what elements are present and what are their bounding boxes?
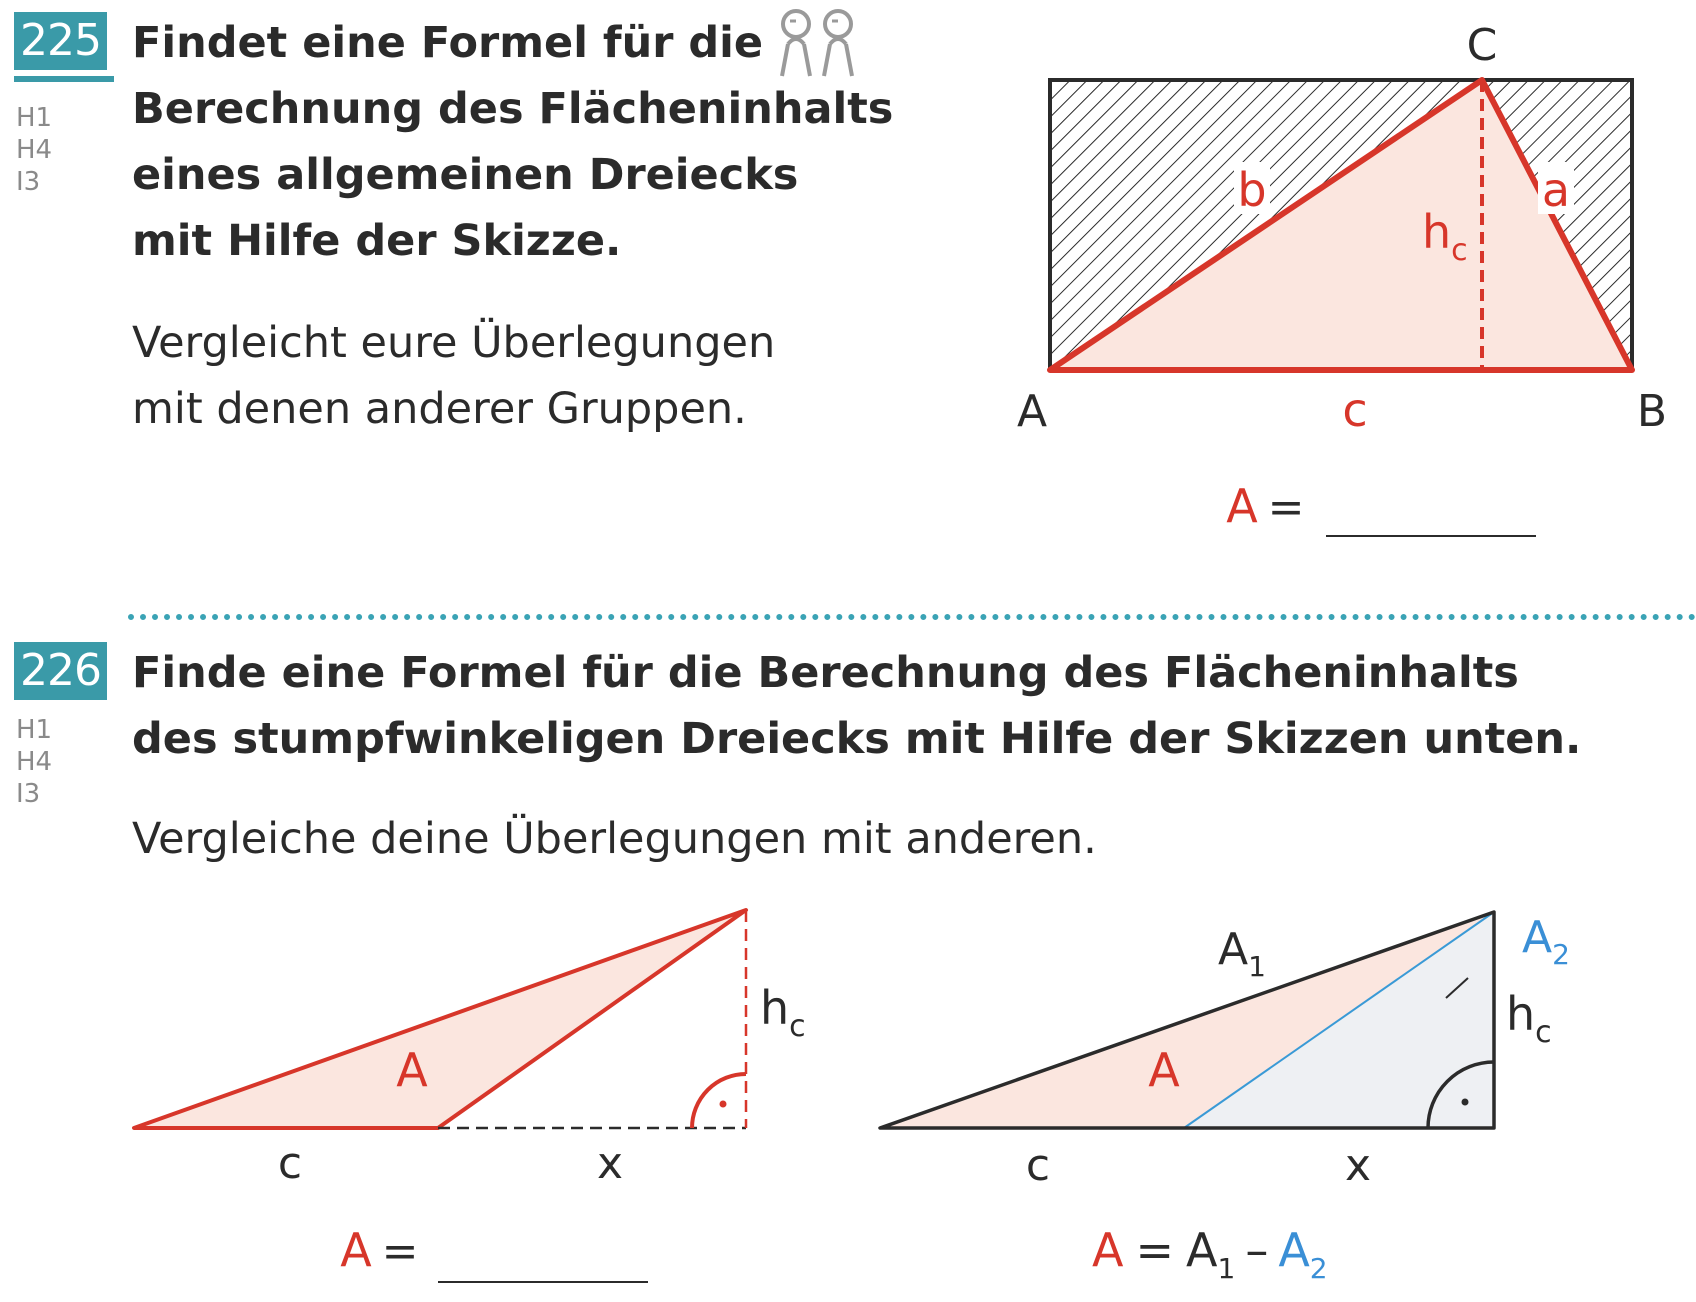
task-226-body (132, 806, 1097, 872)
height-label: $h_c$ (1506, 987, 1552, 1050)
ext-x-label: x (596, 1138, 624, 1189)
right-angle-dot (720, 1101, 727, 1108)
code-i3: I3 (16, 779, 41, 809)
vertex-c-label: C (1466, 20, 1498, 71)
side-c-label: c (1342, 383, 1368, 437)
side-b-label: b (1237, 163, 1267, 217)
heading-line: des stumpfwinkeligen Dreiecks mit Hilfe der Skizzen unten. (132, 714, 1582, 764)
task-226-number: 226 (14, 642, 107, 700)
code-h1: H1 (16, 715, 53, 745)
task-226-heading (132, 640, 1581, 772)
heading-line: Findet eine Formel für die (132, 18, 764, 68)
height-label: $h_c$ (760, 981, 806, 1044)
body-line: Vergleicht eure Überlegungen (132, 318, 776, 368)
right-angle-arc (692, 1074, 746, 1128)
two-people-icon (766, 4, 866, 84)
task-226-left-figure (120, 890, 840, 1302)
task-226-codes (16, 714, 52, 810)
body-line: mit denen anderer Gruppen. (132, 384, 747, 434)
height-label: $h_c$ (1422, 205, 1468, 268)
vertex-a-label: A (1016, 386, 1048, 437)
a2-label: $A_2$ (1522, 912, 1570, 971)
section-separator (128, 614, 1696, 620)
formula-eq: = (381, 1226, 419, 1277)
code-h4: H4 (16, 747, 53, 777)
area-label: A (1148, 1043, 1180, 1097)
side-a-label: a (1541, 163, 1571, 217)
ext-x-label: x (1344, 1140, 1372, 1191)
base-c-label: c (277, 1138, 303, 1189)
vertex-b-label: B (1636, 386, 1668, 437)
task-226-right-figure (860, 890, 1696, 1302)
heading-line: mit Hilfe der Skizze. (132, 216, 622, 266)
a1-label: $A_1$ (1218, 924, 1266, 983)
task-225-codes (16, 102, 52, 198)
base-c-label: c (1025, 1140, 1051, 1191)
heading-line: Finde eine Formel für die Berechnung des Flächeninhalts (132, 648, 1519, 698)
formula-lhs: A (1226, 479, 1258, 533)
formula-lhs: A (340, 1223, 372, 1277)
task-225-body (132, 310, 775, 442)
body-line: Vergleiche deine Überlegungen mit anderen. (132, 814, 1097, 864)
code-h1: H1 (16, 103, 53, 133)
heading-line: Berechnung des Flächeninhalts (132, 84, 894, 134)
code-h4: H4 (16, 135, 53, 165)
heading-line: eines allgemeinen Dreiecks (132, 150, 799, 200)
formula: $A = A_1 - A_2$ (1092, 1223, 1328, 1285)
task-225-figure (980, 0, 1696, 560)
code-i3: I3 (16, 167, 41, 197)
obtuse-triangle (134, 910, 746, 1128)
right-angle-dot (1462, 1099, 1469, 1106)
task-225-number: 225 (14, 12, 107, 70)
area-label: A (396, 1043, 428, 1097)
task-225-underline (14, 76, 114, 82)
formula-eq: = (1267, 482, 1305, 533)
